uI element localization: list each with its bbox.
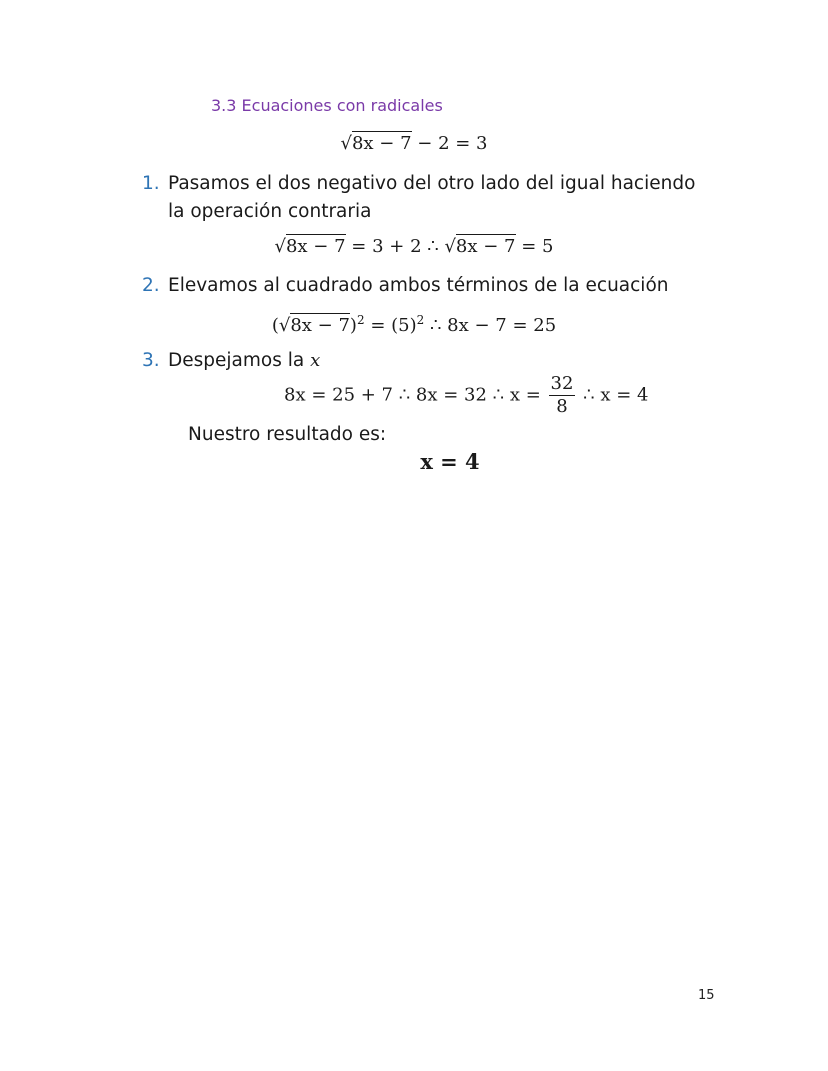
step-1-number: 1. <box>142 173 160 194</box>
fraction-numerator: 32 <box>550 373 574 394</box>
main-equation <box>0 133 828 154</box>
step-3-fraction <box>549 373 576 418</box>
step-1-equation <box>0 236 828 257</box>
step-2-close: ) <box>349 315 357 336</box>
step-2-eq-mid: = (5) <box>364 315 417 336</box>
step-1-eq-end: = 5 <box>515 236 554 257</box>
step-3-eq-start: 8x = 25 + 7 ∴ 8x = 32 ∴ x = <box>284 384 547 406</box>
step-3-number: 3. <box>142 350 160 371</box>
step-1 <box>142 170 702 226</box>
result-label: Nuestro resultado es: <box>188 424 387 445</box>
step-2-number: 2. <box>142 275 160 296</box>
step-1-sqrt-a: √8x − 7 <box>274 236 346 257</box>
step-2-text: Elevamos al cuadrado ambos términos de la ecuación <box>168 275 669 296</box>
step-3-var: x <box>310 350 321 371</box>
step-2-equation <box>0 313 828 336</box>
step-3-text: Despejamos la <box>168 350 305 371</box>
step-1-sqrt-b: √8x − 7 <box>444 236 516 257</box>
step-3 <box>142 347 702 375</box>
step-2-exp-1: 2 <box>356 313 365 327</box>
fraction-denominator: 8 <box>556 396 568 417</box>
step-2-eq-end: ∴ 8x − 7 = 25 <box>424 315 557 336</box>
step-1-radicand-b: 8x − 7 <box>455 236 516 257</box>
main-equation-rest: − 2 = 3 <box>411 133 488 154</box>
step-2-sqrt: √8x − 7 <box>278 315 350 336</box>
step-3-line <box>168 347 702 375</box>
step-2-exp-2: 2 <box>416 313 425 327</box>
step-3-equation <box>284 373 648 418</box>
step-1-radicand-a: 8x − 7 <box>285 236 346 257</box>
step-1-eq-mid: = 3 + 2 ∴ <box>345 236 445 257</box>
page-number: 15 <box>698 988 715 1003</box>
result-value: x = 4 <box>420 449 480 474</box>
step-3-eq-end: ∴ x = 4 <box>577 384 649 406</box>
main-sqrt: √8x − 7 <box>340 133 412 154</box>
main-radicand: 8x − 7 <box>351 133 412 154</box>
step-1-text: Pasamos el dos negativo del otro lado del igual haciendo la operación contraria <box>168 173 696 222</box>
step-2-radicand: 8x − 7 <box>290 315 350 336</box>
step-2 <box>142 272 702 300</box>
section-heading: 3.3 Ecuaciones con radicales <box>211 96 443 115</box>
step-2-open: ( <box>271 315 279 336</box>
